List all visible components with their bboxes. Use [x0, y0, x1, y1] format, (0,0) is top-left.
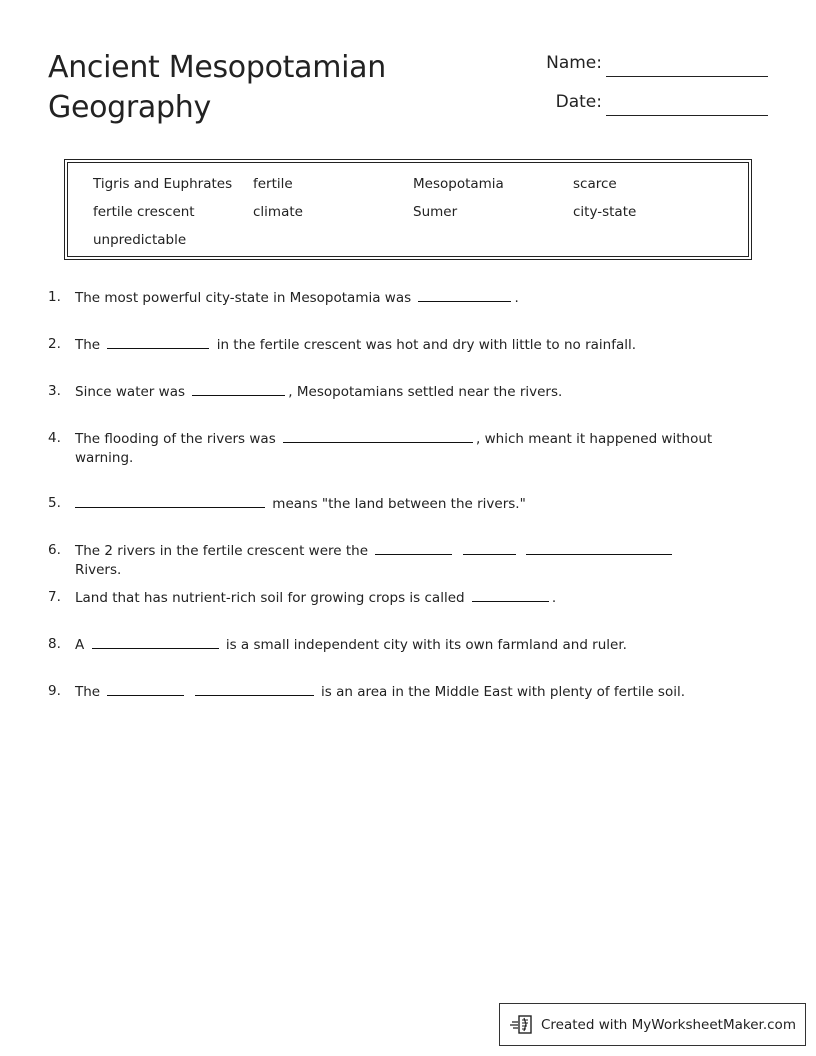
answer-blank[interactable] — [418, 288, 511, 302]
answer-blank[interactable] — [107, 682, 184, 696]
word-bank-item: city-state — [573, 204, 637, 220]
question-number: 5. — [48, 495, 61, 511]
answer-blank[interactable] — [195, 682, 314, 696]
question-number: 6. — [48, 542, 61, 558]
word-bank-item: scarce — [573, 176, 617, 192]
question-number: 9. — [48, 683, 61, 699]
name-label: Name: — [546, 53, 602, 73]
question-text: A is a small independent city with its own farmland and ruler. — [75, 637, 627, 653]
question-number: 7. — [48, 589, 61, 605]
worksheet-maker-logo-icon — [510, 1014, 534, 1036]
word-bank-item: fertile crescent — [93, 204, 195, 220]
answer-blank[interactable] — [107, 335, 209, 349]
word-bank — [64, 159, 752, 260]
word-bank-item: Mesopotamia — [413, 176, 504, 192]
worksheet-title — [48, 48, 468, 128]
question-text: The is an area in the Middle East with plenty of fertile soil. — [75, 684, 686, 700]
question-text: Since water was , Mesopotamians settled near the rivers. — [75, 384, 563, 400]
answer-blank[interactable] — [526, 541, 672, 555]
name-field[interactable] — [520, 50, 770, 80]
date-line[interactable] — [606, 115, 768, 116]
answer-blank[interactable] — [192, 382, 285, 396]
date-label: Date: — [555, 92, 602, 112]
question-number: 4. — [48, 430, 61, 446]
question-text: The in the fertile crescent was hot and dry with little to no rainfall. — [75, 337, 637, 353]
question-text: The flooding of the rivers was , which meant it happened without warning. — [75, 431, 713, 466]
answer-blank[interactable] — [472, 588, 549, 602]
word-bank-item: climate — [253, 204, 303, 220]
title-line-2: Geography — [48, 90, 211, 125]
footer-badge[interactable] — [499, 1003, 806, 1046]
word-bank-item: fertile — [253, 176, 293, 192]
word-bank-item: Sumer — [413, 204, 458, 220]
answer-blank[interactable] — [375, 541, 452, 555]
title-line-1: Ancient Mesopotamian — [48, 50, 386, 85]
name-line[interactable] — [606, 76, 768, 77]
question-text: The most powerful city-state in Mesopotamia was . — [75, 290, 519, 306]
question-number: 1. — [48, 289, 61, 305]
question-number: 2. — [48, 336, 61, 352]
footer-text: Created with MyWorksheetMaker.com — [541, 1017, 796, 1033]
question-text: means "the land between the rivers." — [75, 494, 725, 514]
word-bank-item: Tigris and Euphrates — [93, 176, 233, 192]
question-text: Land that has nutrient-rich soil for growing crops is called . — [75, 590, 557, 606]
answer-blank[interactable] — [92, 635, 219, 649]
word-bank-item: unpredictable — [93, 232, 187, 248]
question-text: The 2 rivers in the fertile crescent were the Rivers. — [75, 541, 725, 580]
answer-blank[interactable] — [463, 541, 516, 555]
date-field[interactable] — [520, 89, 770, 119]
question-number: 3. — [48, 383, 61, 399]
answer-blank[interactable] — [75, 494, 265, 508]
question-number: 8. — [48, 636, 61, 652]
answer-blank[interactable] — [283, 429, 473, 443]
